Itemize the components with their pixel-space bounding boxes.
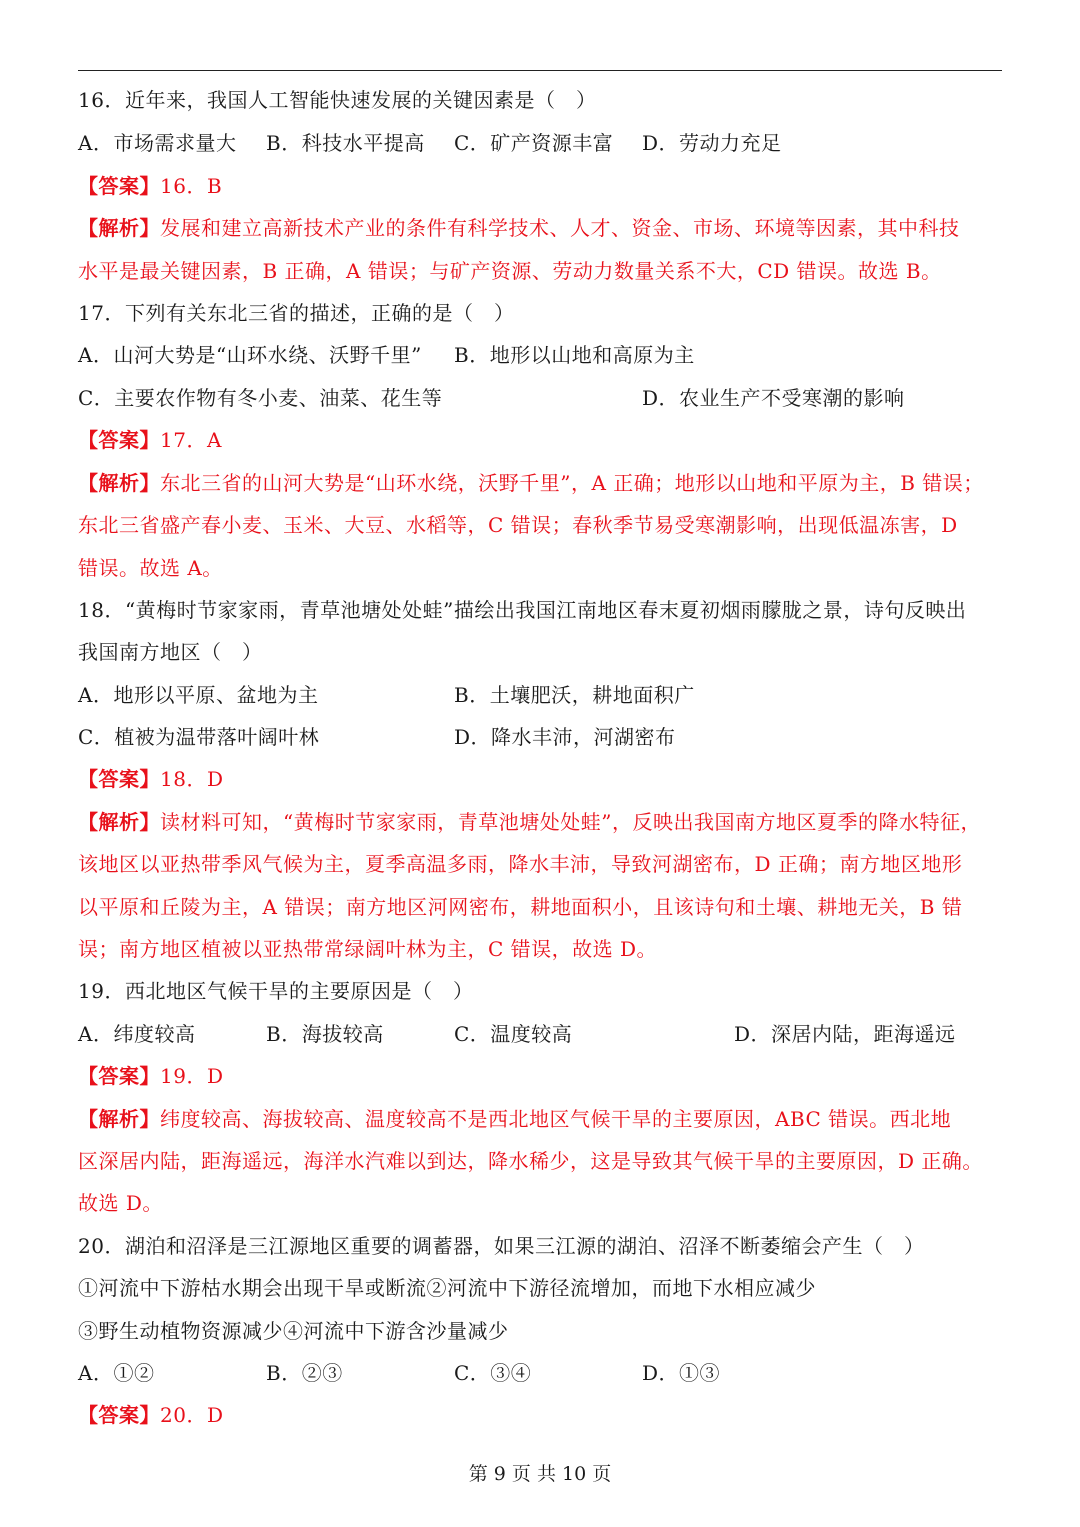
q18-option-c: C．植被为温带落叶阔叶林 xyxy=(78,725,320,749)
q18-option-a: A．地形以平原、盆地为主 xyxy=(78,683,319,707)
q19-option-c: C．温度较高 xyxy=(454,1022,573,1046)
q18-stem-line-1: 18．“黄梅时节家家雨，青草池塘处处蛙”描绘出我国江南地区春末夏初烟雨朦胧之景，诗句反映出 xyxy=(78,598,967,622)
q19-option-d: D．深居内陆，距海遥远 xyxy=(734,1022,956,1046)
q20-option-d: D．①③ xyxy=(642,1361,721,1385)
answer-value: 17．A xyxy=(160,428,222,452)
q19-option-b: B．海拔较高 xyxy=(266,1022,384,1046)
analysis-tag: 【解析】 xyxy=(78,1107,160,1131)
q18-option-d: D．降水丰沛，河湖密布 xyxy=(454,725,676,749)
analysis-text: 发展和建立高新技术产业的条件有科学技术、人才、资金、市场、环境等因素，其中科技 xyxy=(160,216,960,240)
q17-analysis-line-3: 错误。故选 A。 xyxy=(78,556,223,580)
answer-tag: 【答案】 xyxy=(78,428,160,452)
answer-tag: 【答案】 xyxy=(78,767,160,791)
answer-tag: 【答案】 xyxy=(78,1403,160,1427)
q20-stem: 20．湖泊和沼泽是三江源地区重要的调蓄器，如果三江源的湖泊、沼泽不断萎缩会产生（ ） xyxy=(78,1234,925,1258)
analysis-tag: 【解析】 xyxy=(78,216,160,240)
q19-options xyxy=(78,1022,956,1046)
q20-options xyxy=(78,1361,720,1385)
q16-options xyxy=(78,131,782,155)
q19-analysis-line-1 xyxy=(78,1107,951,1131)
q18-analysis-line-4: 误；南方地区植被以亚热带常绿阔叶林为主，C 错误，故选 D。 xyxy=(78,937,658,961)
q18-stem-line-2: 我国南方地区（ ） xyxy=(78,640,263,664)
q17-analysis-line-1 xyxy=(78,471,984,495)
q20-option-a: A．①② xyxy=(78,1361,155,1385)
answer-value: 19．D xyxy=(160,1064,224,1088)
analysis-text: 东北三省的山河大势是“山环水绕，沃野千里”，A 正确；地形以山地和平原为主，B 错误； xyxy=(160,471,984,495)
q20-item-line-2: ③野生动植物资源减少④河流中下游含沙量减少 xyxy=(78,1319,509,1343)
q16-analysis-line-1 xyxy=(78,216,960,240)
q19-answer xyxy=(78,1064,223,1088)
q17-option-a: A．山河大势是“山环水绕、沃野千里” xyxy=(78,343,422,367)
q19-option-a: A．纬度较高 xyxy=(78,1022,196,1046)
q18-analysis-line-2: 该地区以亚热带季风气候为主，夏季高温多雨，降水丰沛，导致河湖密布，D 正确；南方地区地形 xyxy=(78,852,963,876)
q16-answer xyxy=(78,174,222,198)
q18-analysis-line-1 xyxy=(78,810,981,834)
q17-answer xyxy=(78,428,222,452)
q17-option-d: D．农业生产不受寒潮的影响 xyxy=(642,386,905,410)
analysis-text: 读材料可知，“黄梅时节家家雨，青草池塘处处蛙”，反映出我国南方地区夏季的降水特征， xyxy=(160,810,981,834)
q16-stem: 16．近年来，我国人工智能快速发展的关键因素是（ ） xyxy=(78,88,597,112)
q17-option-c: C．主要农作物有冬小麦、油菜、花生等 xyxy=(78,386,443,410)
q18-answer xyxy=(78,767,223,791)
analysis-tag: 【解析】 xyxy=(78,810,160,834)
header-rule xyxy=(78,70,1002,71)
page-footer: 第 9 页 共 10 页 xyxy=(468,1463,612,1485)
answer-tag: 【答案】 xyxy=(78,1064,160,1088)
q17-option-b: B．地形以山地和高原为主 xyxy=(454,343,695,367)
q18-options-row-2 xyxy=(78,725,676,749)
q17-options-row-2 xyxy=(78,386,905,410)
answer-value: 18．D xyxy=(160,767,224,791)
q20-item-line-1: ①河流中下游枯水期会出现干旱或断流②河流中下游径流增加，而地下水相应减少 xyxy=(78,1276,816,1300)
analysis-tag: 【解析】 xyxy=(78,471,160,495)
q17-analysis-line-2: 东北三省盛产春小麦、玉米、大豆、水稻等，C 错误；春秋季节易受寒潮影响，出现低温冻害，D xyxy=(78,513,958,537)
q19-analysis-line-2: 区深居内陆，距海遥远，海洋水汽难以到达，降水稀少，这是导致其气候干旱的主要原因，D 正确。 xyxy=(78,1149,983,1173)
q16-analysis-line-2: 水平是最关键因素，B 正确，A 错误；与矿产资源、劳动力数量关系不大，CD 错误。故选 B。 xyxy=(78,259,942,283)
q19-stem: 19．西北地区气候干旱的主要原因是（ ） xyxy=(78,979,474,1003)
q16-option-c: C．矿产资源丰富 xyxy=(454,131,614,155)
answer-value: 20．D xyxy=(160,1403,224,1427)
q16-option-d: D．劳动力充足 xyxy=(642,131,782,155)
q18-option-b: B．土壤肥沃，耕地面积广 xyxy=(454,683,695,707)
answer-value: 16．B xyxy=(160,174,223,198)
q18-analysis-line-3: 以平原和丘陵为主，A 错误；南方地区河网密布，耕地面积小，且该诗句和土壤、耕地无关，B 错 xyxy=(78,895,963,919)
q17-stem: 17．下列有关东北三省的描述，正确的是（ ） xyxy=(78,301,515,325)
q19-analysis-line-3: 故选 D。 xyxy=(78,1191,163,1215)
analysis-text: 纬度较高、海拔较高、温度较高不是西北地区气候干旱的主要原因，ABC 错误。西北地 xyxy=(160,1107,952,1131)
q20-answer xyxy=(78,1403,223,1427)
q16-option-a: A．市场需求量大 xyxy=(78,131,237,155)
q17-options-row-1 xyxy=(78,343,695,367)
q16-option-b: B．科技水平提高 xyxy=(266,131,425,155)
q20-option-b: B．②③ xyxy=(266,1361,343,1385)
q18-options-row-1 xyxy=(78,683,695,707)
q20-option-c: C．③④ xyxy=(454,1361,532,1385)
answer-tag: 【答案】 xyxy=(78,174,160,198)
